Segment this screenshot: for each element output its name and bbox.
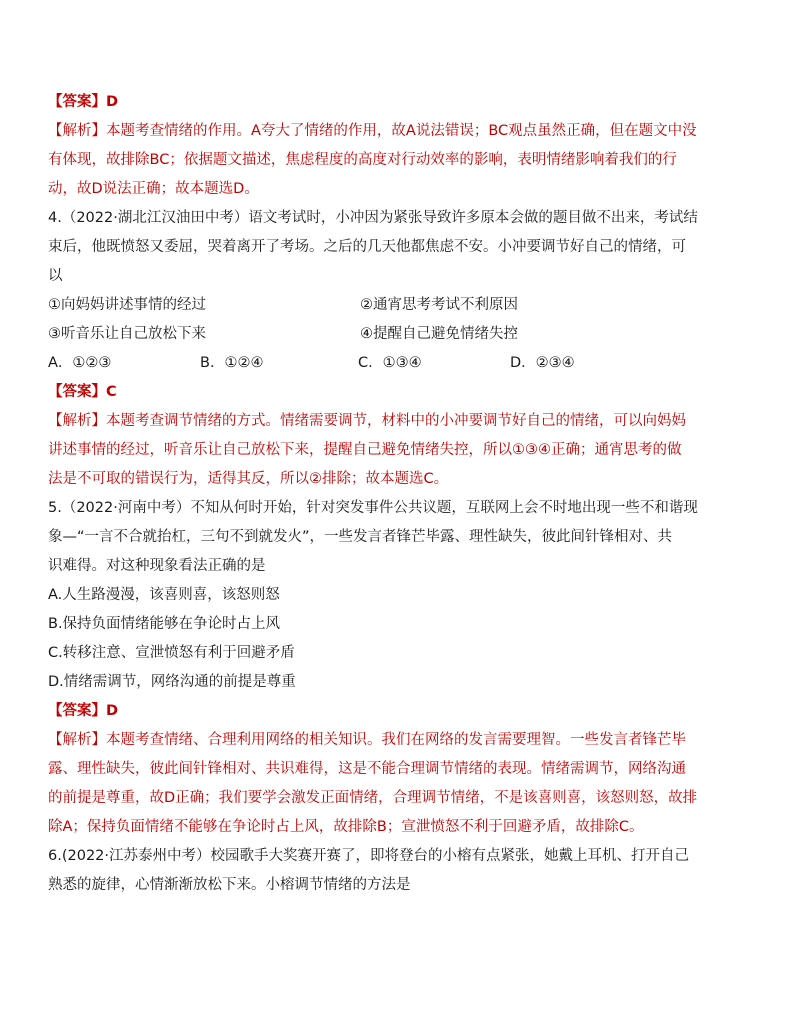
q4-option-b: B．①②④ [200, 355, 264, 371]
q4-items-row [48, 291, 748, 320]
q6-stem-line: 6.(2022·江苏泰州中考）校园歌手大奖赛开赛了，即将登台的小榕有点紧张，她戴上耳机、打开自己 [48, 848, 689, 864]
document-page [48, 88, 748, 900]
q5-stem-line: 5.（2022·河南中考）不知从何时开始，针对突发事件公共议题，互联网上会不时地出现一些不和谐现 [48, 500, 698, 516]
q4-analysis-line: 法是不可取的错误行为，适得其反，所以②排除；故本题选C。 [48, 471, 449, 487]
q5-answer: 【答案】D [48, 703, 119, 719]
q4-analysis-line: 讲述事情的经过，听音乐让自己放松下来，提醒自己避免情绪失控，所以①③④正确；通宵思考的做 [48, 442, 682, 458]
q6-stem-line: 熟悉的旋律，心情渐渐放松下来。小榕调节情绪的方法是 [48, 877, 411, 893]
q3-analysis-line: 【解析】本题考查情绪的作用。A夸大了情绪的作用，故A说法错误；BC观点虽然正确，但在题文中没 [48, 123, 697, 139]
q3-analysis-line: 有体现，故排除BC；依据题文描述，焦虑程度的高度对行动效率的影响，表明情绪影响着我们的行 [48, 152, 677, 168]
q4-item: ③听音乐让自己放松下来 [48, 326, 206, 342]
q5-analysis-line: 的前提是尊重，故D正确；我们要学会激发正面情绪，合理调节情绪，不是该喜则喜，该怒则怒，故排 [48, 790, 698, 806]
q5-analysis-line: 【解析】本题考查情绪、合理利用网络的相关知识。我们在网络的发言需要理智。一些发言者锋芒毕 [48, 732, 686, 748]
q4-stem-line: 4.（2022·湖北江汉油田中考）语文考试时，小冲因为紧张导致许多原本会做的题目做不出来，考试结 [48, 210, 698, 226]
q4-item: ②通宵思考考试不利原因 [360, 297, 518, 313]
q4-stem-line: 束后，他既愤怒又委屈，哭着离开了考场。之后的几天他都焦虑不安。小冲要调节好自己的情绪，可 [48, 239, 686, 255]
q4-option-c: C．①③④ [358, 355, 422, 371]
q4-options-row [48, 349, 748, 378]
q5-option-d: D.情绪需调节，网络沟通的前提是尊重 [48, 674, 296, 690]
q5-stem-line: 识难得。对这种现象看法正确的是 [48, 558, 266, 574]
q4-option-d: D．②③④ [510, 355, 575, 371]
q3-answer: 【答案】D [48, 94, 119, 110]
q4-stem-line: 以 [48, 268, 63, 284]
q4-item: ④提醒自己避免情绪失控 [360, 326, 518, 342]
q3-analysis-line: 动，故D说法正确；故本题选D。 [48, 181, 259, 197]
q5-analysis-line: 露、理性缺失，彼此间针锋相对、共识难得，这是不能合理调节情绪的表现。情绪需调节，网络沟通 [48, 761, 686, 777]
q5-option-c: C.转移注意、宣泄愤怒有利于回避矛盾 [48, 645, 295, 661]
q4-answer: 【答案】C [48, 384, 117, 400]
q4-item: ①向妈妈讲述事情的经过 [48, 297, 206, 313]
q5-analysis-line: 除A；保持负面情绪不能够在争论时占上风，故排除B；宣泄愤怒不利于回避矛盾，故排除C。 [48, 819, 644, 835]
q4-items-row [48, 320, 748, 349]
q5-option-b: B.保持负面情绪能够在争论时占上风 [48, 616, 281, 632]
q5-stem-line: 象—“一言不合就抬杠，三句不到就发火”，一些发言者锋芒毕露、理性缺失，彼此间针锋相对、共 [48, 529, 673, 545]
q4-option-a: A．①②③ [48, 355, 112, 371]
q4-analysis-line: 【解析】本题考查调节情绪的方式。情绪需要调节，材料中的小冲要调节好自己的情绪，可以向妈妈 [48, 413, 686, 429]
q5-option-a: A.人生路漫漫，该喜则喜，该怒则怒 [48, 587, 280, 603]
